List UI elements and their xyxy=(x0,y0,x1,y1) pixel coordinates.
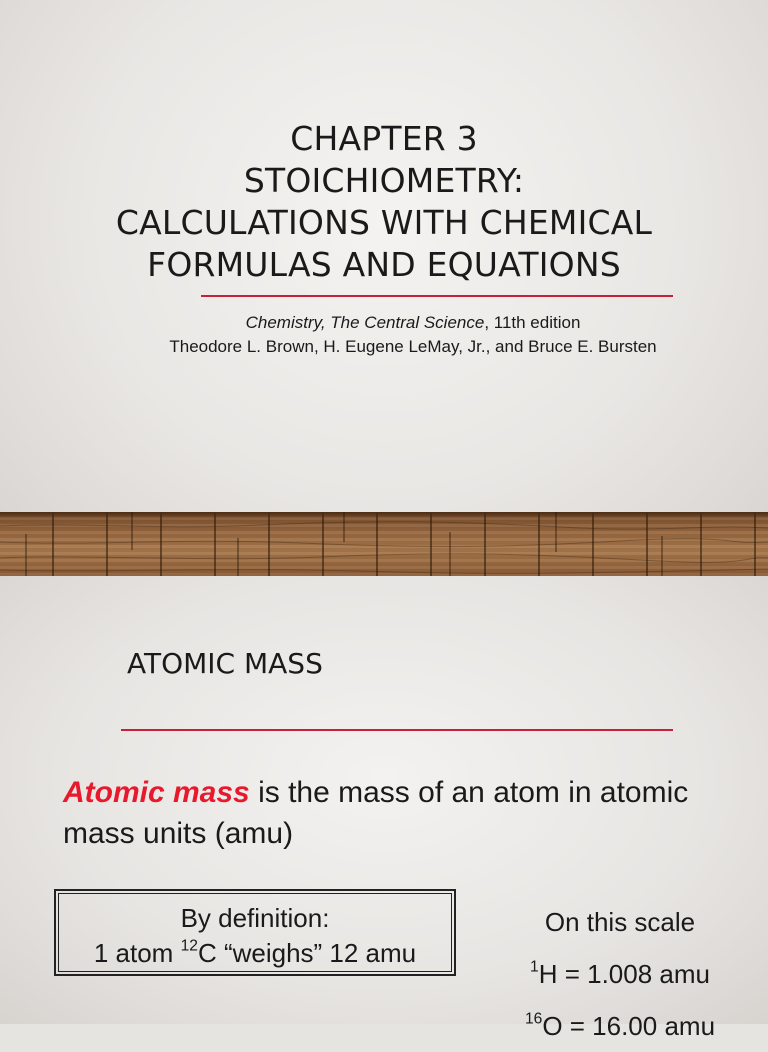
box-line-2 xyxy=(59,936,451,971)
definition-box-inner xyxy=(58,893,452,972)
carbon-isotope-number: 12 xyxy=(180,937,198,955)
title-line-4: FORMULAS AND EQUATIONS xyxy=(147,245,621,284)
book-title: Chemistry, The Central Science xyxy=(245,313,485,332)
title-line-2: STOICHIOMETRY: xyxy=(243,161,525,200)
citation-book-line xyxy=(0,311,768,335)
title-line-3: CALCULATIONS WITH CHEMICAL xyxy=(115,203,653,242)
definition-box xyxy=(54,889,456,976)
box-line-1: By definition: xyxy=(180,903,330,933)
box-prefix: 1 atom xyxy=(93,938,181,968)
oxygen-isotope-number: 16 xyxy=(524,1010,543,1028)
citation-authors: Theodore L. Brown, H. Eugene LeMay, Jr., and Bruce E. Bursten xyxy=(169,337,657,356)
title-divider xyxy=(201,295,673,297)
slide-title-divider xyxy=(121,729,673,731)
oxygen-mass xyxy=(490,1000,750,1052)
book-edition: , 11th edition xyxy=(484,313,581,332)
citation xyxy=(0,311,768,359)
slide-title: ATOMIC MASS xyxy=(127,647,323,680)
hydrogen-isotope-number: 1 xyxy=(530,958,539,976)
wood-floor-decoration xyxy=(0,512,768,576)
chapter-title xyxy=(0,118,768,286)
scale-heading: On this scale xyxy=(544,907,696,937)
atomic-mass-definition xyxy=(63,772,703,854)
oxygen-mass-text: O = 16.00 amu xyxy=(542,1011,716,1041)
hydrogen-mass xyxy=(490,948,750,1000)
floor-grain-pattern xyxy=(0,512,768,576)
hydrogen-mass-text: H = 1.008 amu xyxy=(538,959,710,989)
definition-term: Atomic mass xyxy=(63,776,250,809)
definition-text: is the mass of an atom in atomic mass units (amu) xyxy=(63,776,689,850)
title-line-1: CHAPTER 3 xyxy=(290,119,478,158)
scale-list xyxy=(490,896,750,1052)
box-suffix: C “weighs” 12 amu xyxy=(197,938,417,968)
